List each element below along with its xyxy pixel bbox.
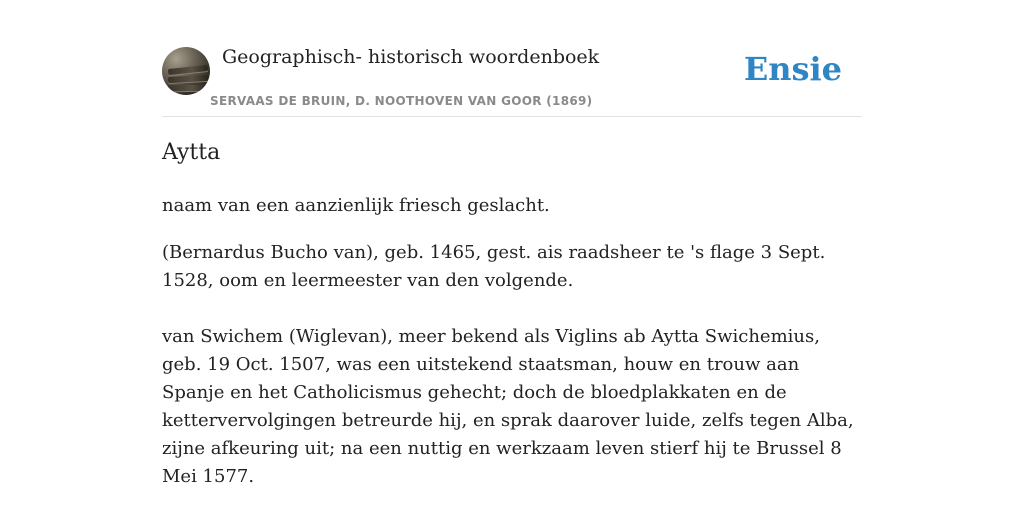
- entry-title: Aytta: [162, 140, 221, 165]
- books-stack-icon: [168, 65, 208, 75]
- entry-paragraph: (Bernardus Bucho van), geb. 1465, gest. ais raadsheer te 's flage 3 Sept. 1528, oom en leermeester van den volgende.: [162, 242, 826, 291]
- entry-paragraph: van Swichem (Wiglevan), meer bekend als Viglins ab Aytta Swichemius, geb. 19 Oct. 1507, was een uitstekend staatsman, houw en trouw aan Spanje en het Catholicismus gehecht; doch de bloedplakkaten en de kettervervolgingen betreurde hij, en sprak daarover luide, zelfs tegen Alba, zijne afkeuring uit; na een nuttig en werkzaam leven stierf hij te Brussel 8 Mei 1577.: [162, 326, 854, 487]
- ensie-logo[interactable]: Ensie: [743, 50, 842, 88]
- book-spine: [168, 75, 208, 83]
- book-title[interactable]: Geographisch- historisch woordenboek: [222, 46, 600, 68]
- book-authors: SERVAAS DE BRUIN, D. NOOTHOVEN VAN GOOR (1869): [210, 94, 593, 108]
- book-spine: [168, 85, 208, 92]
- entry-paragraph: naam van een aanzienlijk friesch geslacht.: [162, 195, 550, 216]
- book-avatar[interactable]: [162, 47, 210, 95]
- entry-content: [162, 192, 862, 491]
- book-header: [162, 40, 862, 117]
